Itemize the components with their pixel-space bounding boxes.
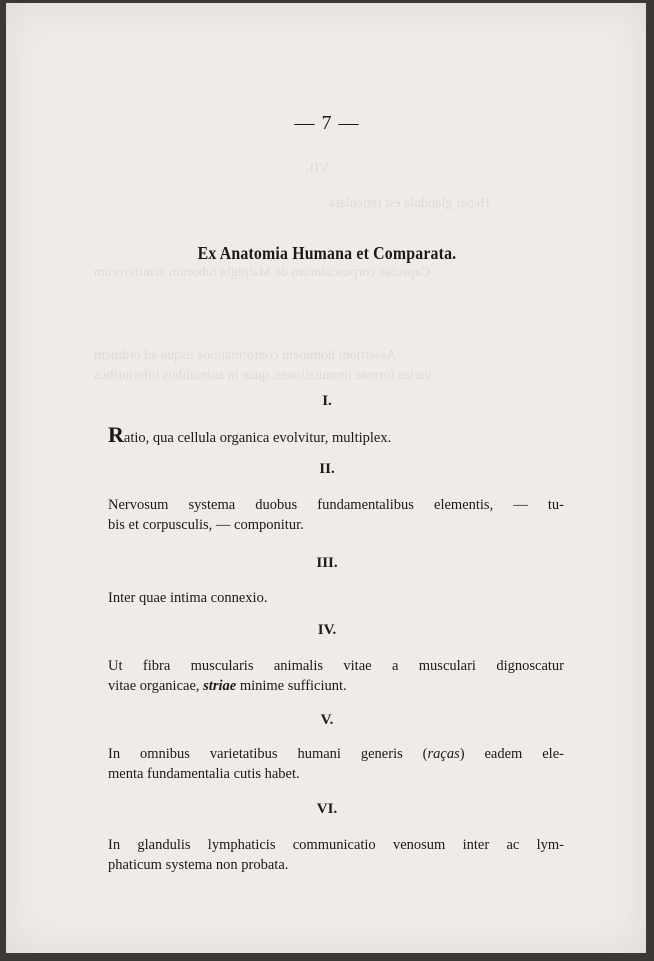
thesis-numeral-2: II. — [319, 461, 335, 477]
thesis-numeral-3: III. — [316, 555, 338, 571]
thesis-numeral-4: IV. — [317, 622, 337, 638]
show-through-text: varias formae immutationes, quae in animalibus inferioribus — [94, 368, 432, 383]
thesis-5-text-a: In omnibus varietatibus humani generis ( — [108, 746, 428, 762]
thesis-5-line-1 — [108, 744, 564, 764]
thesis-text-4 — [108, 656, 564, 696]
thesis-2-line-1: Nervosum systema duobus fundamentalibus elementis, — tu- — [108, 497, 564, 513]
show-through-text: Assertioni hominem conformatione usque ad ordinem — [94, 348, 397, 363]
thesis-text-6 — [108, 835, 564, 875]
thesis-4-text-b: minime sufficiunt. — [236, 678, 347, 694]
thesis-6-line-2: phaticum systema non probata. — [108, 857, 289, 873]
thesis-numeral-6: VI. — [316, 801, 338, 817]
thesis-1-body: atio, qua cellula organica evolvitur, multiplex. — [123, 430, 392, 446]
thesis-4-emphasis: striae — [203, 678, 237, 694]
thesis-4-line-1: Ut fibra muscularis animalis vitae a musculari dignoscatur — [108, 658, 564, 674]
thesis-4-line-2 — [108, 676, 564, 696]
show-through-text: VII. — [306, 161, 329, 176]
section-heading: Ex Anatomia Humana et Comparata. — [197, 243, 457, 263]
thesis-5-line-2: menta fundamentalia cutis habet. — [108, 766, 300, 782]
thesis-numeral-5: V. — [320, 712, 334, 728]
thesis-text-3: Inter quae intima connexio. — [108, 590, 268, 606]
drop-cap: R — [108, 422, 124, 447]
thesis-5-emphasis: raças — [427, 746, 460, 762]
thesis-4-text-a: vitae organicae, — [108, 678, 204, 694]
thesis-5-text-b: ) eadem ele- — [459, 746, 564, 762]
thesis-6-line-1: In glandulis lymphaticis communicatio venosum inter ac lym- — [108, 837, 564, 853]
thesis-numeral-1: I. — [322, 393, 332, 409]
thesis-text-5 — [108, 744, 564, 784]
thesis-text-2 — [108, 495, 564, 535]
thesis-text-1 — [108, 422, 564, 448]
show-through-text: Capsulae corpusculorum de Malpighi tuborum uriniferorum — [94, 265, 431, 280]
show-through-text: Hepar glandula est reticulata. — [326, 196, 491, 211]
page-number: — 7 — — [294, 112, 360, 134]
thesis-2-line-2: bis et corpusculis, — componitur. — [108, 517, 304, 533]
